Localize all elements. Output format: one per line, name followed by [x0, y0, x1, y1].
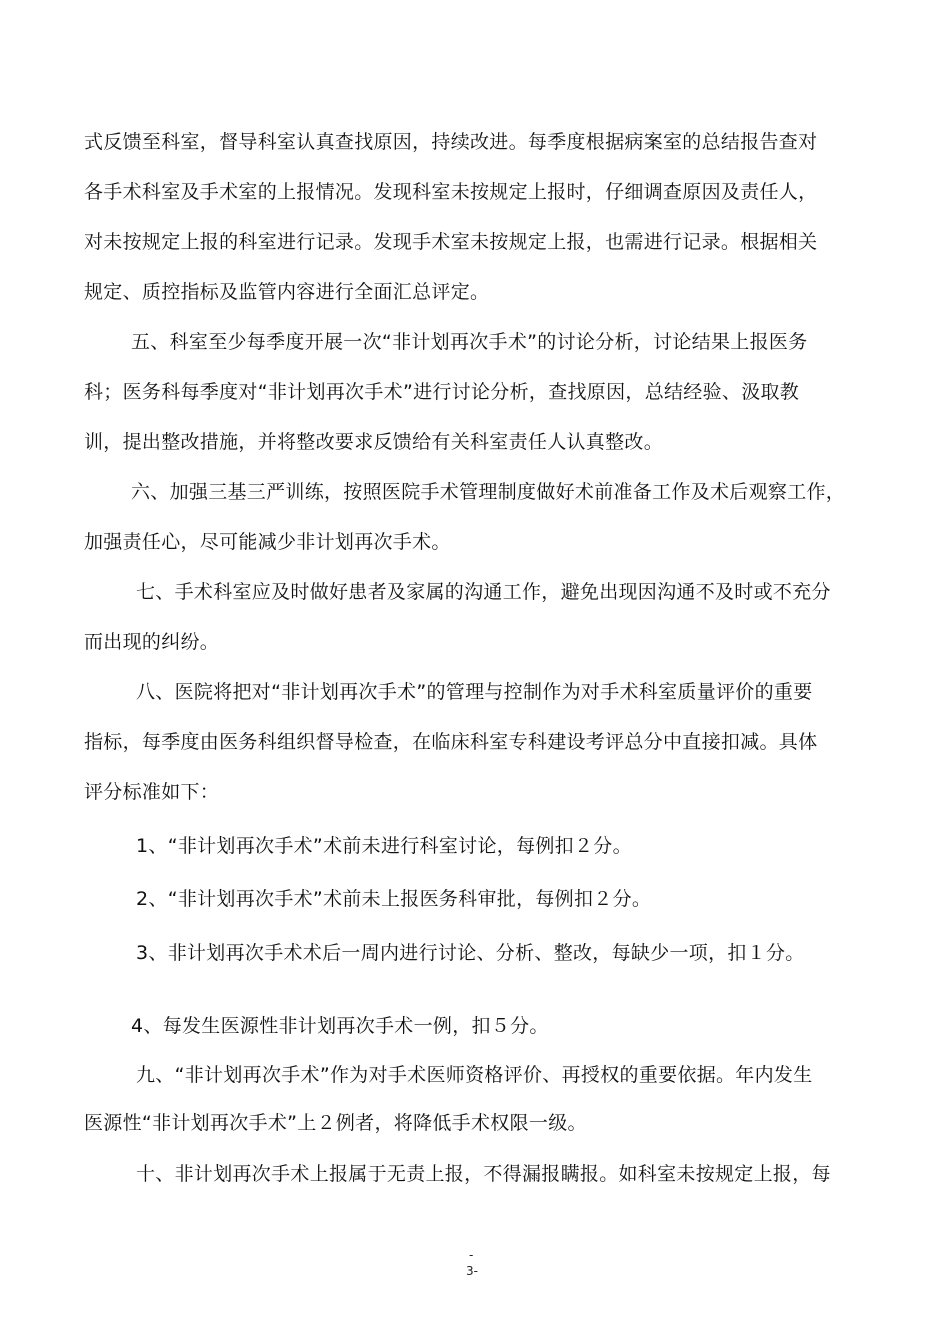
text-line-13: 指标，每季度由医务科组织督导检查，在临床科室专科建设考评总分中直接扣减。具体	[84, 731, 818, 753]
text-line-19: 九、“非计划再次手术”作为对手术医师资格评价、再授权的重要依据。年内发生	[136, 1064, 813, 1086]
footer-dash: -	[469, 1248, 474, 1262]
text-line-6: 科；医务科每季度对“非计划再次手术”进行讨论分析，查找原因，总结经验、汲取教	[84, 381, 800, 403]
text-line-21: 十、非计划再次手术上报属于无责上报，不得漏报瞒报。如科室未按规定上报，每	[136, 1163, 831, 1185]
text-line-9: 加强责任心，尽可能减少非计划再次手术。	[84, 531, 451, 553]
text-line-11: 而出现的纠纷。	[84, 631, 220, 653]
text-line-15: 1、“非计划再次手术”术前未进行科室讨论，每例扣２分。	[136, 835, 632, 857]
page-number: 3-	[466, 1264, 478, 1278]
text-line-10: 七、手术科室应及时做好患者及家属的沟通工作，避免出现因沟通不及时或不充分	[136, 581, 831, 603]
text-line-14: 评分标准如下：	[84, 781, 220, 803]
text-line-8: 六、加强三基三严训练，按照医院手术管理制度做好术前准备工作及术后观察工作，	[131, 481, 846, 503]
text-line-1: 式反馈至科室，督导科室认真查找原因，持续改进。每季度根据病案室的总结报告查对	[84, 131, 818, 153]
text-line-18: 4、每发生医源性非计划再次手术一例，扣５分。	[131, 1015, 549, 1037]
text-line-2: 各手术科室及手术室的上报情况。发现科室未按规定上报时，仔细调查原因及责任人，	[84, 181, 818, 203]
text-line-12: 八、医院将把对“非计划再次手术”的管理与控制作为对手术科室质量评价的重要	[136, 681, 813, 703]
text-line-3: 对未按规定上报的科室进行记录。发现手术室未按规定上报，也需进行记录。根据相关	[84, 231, 818, 253]
text-line-5: 五、科室至少每季度开展一次“非计划再次手术”的讨论分析，讨论结果上报医务	[131, 331, 808, 353]
text-line-7: 训，提出整改措施，并将整改要求反馈给有关科室责任人认真整改。	[84, 431, 664, 453]
text-line-17: 3、非计划再次手术术后一周内进行讨论、分析、整改，每缺少一项，扣１分。	[136, 942, 805, 964]
text-line-20: 医源性“非计划再次手术”上２例者，将降低手术权限一级。	[84, 1112, 587, 1134]
text-line-4: 规定、质控指标及监管内容进行全面汇总评定。	[84, 281, 490, 303]
text-line-16: 2、“非计划再次手术”术前未上报医务科审批，每例扣２分。	[136, 888, 652, 910]
